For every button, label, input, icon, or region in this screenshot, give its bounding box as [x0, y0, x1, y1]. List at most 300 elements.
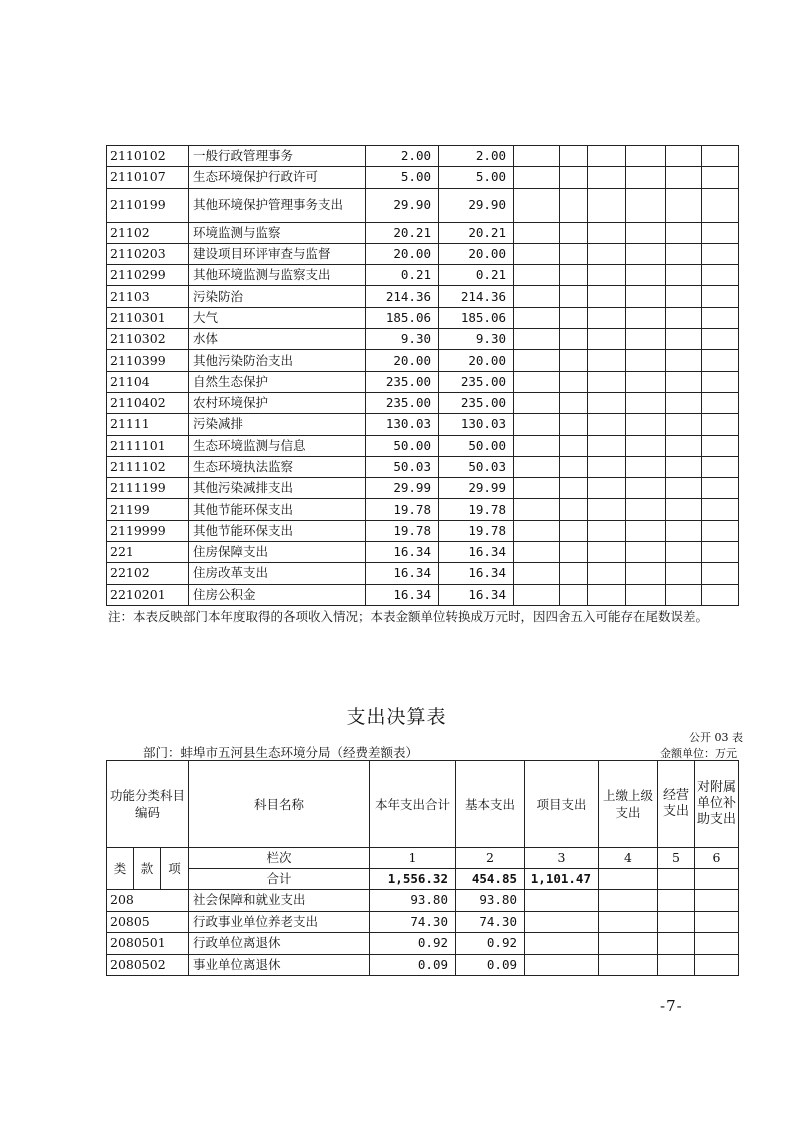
row-value-1: 235.00	[366, 392, 439, 413]
row-value-3	[514, 243, 560, 264]
row-name: 住房改革支出	[189, 563, 366, 584]
row-value-4	[560, 146, 588, 167]
header-total: 本年支出合计	[370, 761, 456, 848]
row-value-6	[626, 414, 666, 435]
label-kuan: 款	[134, 848, 161, 890]
row-value-1: 130.03	[366, 414, 439, 435]
table-row	[107, 954, 739, 976]
row-name: 农村环境保护	[189, 392, 366, 413]
table-row	[107, 307, 739, 328]
department-label: 部门：蚌埠市五河县生态环境分局（经费差额表）	[143, 745, 419, 760]
table-row	[107, 563, 739, 584]
row-code: 2111101	[107, 435, 189, 456]
row-value-8	[702, 222, 739, 243]
row-value-2: 9.30	[439, 329, 514, 350]
row-value-7	[666, 456, 702, 477]
row-value-2: 185.06	[439, 307, 514, 328]
row-value-4	[599, 933, 658, 955]
row-value-6	[626, 146, 666, 167]
row-value-1: 16.34	[366, 563, 439, 584]
table-row	[107, 933, 739, 955]
row-value-5	[588, 146, 626, 167]
row-value-3	[514, 188, 560, 222]
col-no-5: 5	[658, 848, 695, 869]
row-value-4	[560, 371, 588, 392]
row-value-7	[666, 478, 702, 499]
row-value-6	[626, 329, 666, 350]
row-name: 社会保障和就业支出	[189, 890, 370, 912]
row-value-8	[702, 542, 739, 563]
row-value-4	[560, 329, 588, 350]
row-value-6	[626, 371, 666, 392]
table-note: 注：本表反映部门本年度取得的各项收入情况；本表金额单位转换成万元时，因四舍五入可能存在尾数误差。	[108, 609, 709, 624]
row-value-8	[702, 307, 739, 328]
row-value-5	[588, 350, 626, 371]
table-row	[107, 146, 739, 167]
row-code: 2210201	[107, 584, 189, 605]
column-number-row	[107, 848, 739, 869]
table-row	[107, 584, 739, 605]
row-value-1: 0.92	[370, 933, 456, 955]
row-value-2: 214.36	[439, 286, 514, 307]
row-code: 2110299	[107, 265, 189, 286]
row-value-5	[588, 563, 626, 584]
table-row	[107, 371, 739, 392]
row-value-4	[560, 414, 588, 435]
row-value-1: 0.21	[366, 265, 439, 286]
row-value-6	[695, 954, 739, 976]
row-value-1: 16.34	[366, 542, 439, 563]
row-value-2: 29.90	[439, 188, 514, 222]
row-name: 生态环境执法监察	[189, 456, 366, 477]
row-code: 2110107	[107, 167, 189, 188]
row-value-2: 16.34	[439, 584, 514, 605]
row-code: 2110102	[107, 146, 189, 167]
row-value-5	[658, 954, 695, 976]
row-value-5	[588, 542, 626, 563]
row-value-8	[702, 520, 739, 541]
row-value-6	[626, 188, 666, 222]
row-value-2: 16.34	[439, 542, 514, 563]
row-code: 2110199	[107, 188, 189, 222]
header-row	[107, 761, 739, 848]
row-value-4	[560, 188, 588, 222]
row-value-8	[702, 392, 739, 413]
row-code: 2080502	[107, 954, 189, 976]
table-row	[107, 350, 739, 371]
table-row	[107, 542, 739, 563]
total-value-5	[658, 869, 695, 890]
row-value-4	[599, 911, 658, 933]
row-value-1: 214.36	[366, 286, 439, 307]
row-value-8	[702, 584, 739, 605]
row-value-6	[626, 392, 666, 413]
total-label: 合计	[189, 869, 370, 890]
row-value-3	[514, 499, 560, 520]
header-business: 经营支出	[658, 761, 695, 848]
row-value-3	[514, 478, 560, 499]
table-row	[107, 392, 739, 413]
row-name: 建设项目环评审查与监督	[189, 243, 366, 264]
row-code: 21111	[107, 414, 189, 435]
row-code: 2110301	[107, 307, 189, 328]
row-value-7	[666, 499, 702, 520]
row-value-6	[626, 243, 666, 264]
header-name: 科目名称	[189, 761, 370, 848]
table-row	[107, 499, 739, 520]
label-lei: 类	[107, 848, 134, 890]
row-value-6	[626, 542, 666, 563]
table-row	[107, 435, 739, 456]
row-value-8	[702, 456, 739, 477]
row-value-3	[514, 307, 560, 328]
row-value-6	[626, 307, 666, 328]
row-code: 20805	[107, 911, 189, 933]
row-value-2: 74.30	[456, 911, 525, 933]
header-basic: 基本支出	[456, 761, 525, 848]
row-value-6	[626, 456, 666, 477]
row-value-6	[695, 933, 739, 955]
row-value-8	[702, 371, 739, 392]
row-value-1: 19.78	[366, 499, 439, 520]
row-value-3	[514, 329, 560, 350]
row-name: 自然生态保护	[189, 371, 366, 392]
row-value-6	[626, 350, 666, 371]
row-value-2: 93.80	[456, 890, 525, 912]
table-row	[107, 286, 739, 307]
table-row	[107, 414, 739, 435]
row-value-8	[702, 146, 739, 167]
total-value-2: 454.85	[456, 869, 525, 890]
row-value-3	[525, 933, 599, 955]
row-value-6	[626, 499, 666, 520]
row-value-5	[588, 520, 626, 541]
row-value-4	[560, 265, 588, 286]
row-value-4	[560, 243, 588, 264]
row-name: 住房保障支出	[189, 542, 366, 563]
row-value-6	[695, 890, 739, 912]
row-value-6	[626, 563, 666, 584]
row-value-7	[666, 265, 702, 286]
row-value-3	[514, 520, 560, 541]
row-value-4	[560, 350, 588, 371]
row-value-3	[525, 911, 599, 933]
header-upper: 上缴上级支出	[599, 761, 658, 848]
row-value-2: 20.21	[439, 222, 514, 243]
row-value-2: 235.00	[439, 371, 514, 392]
row-code: 21199	[107, 499, 189, 520]
row-value-6	[626, 520, 666, 541]
row-value-3	[514, 563, 560, 584]
row-value-6	[626, 478, 666, 499]
row-value-7	[666, 584, 702, 605]
row-value-5	[588, 456, 626, 477]
row-value-2: 2.00	[439, 146, 514, 167]
row-value-4	[560, 584, 588, 605]
total-row	[107, 869, 739, 890]
row-value-8	[702, 265, 739, 286]
row-value-2: 50.00	[439, 435, 514, 456]
row-name: 水体	[189, 329, 366, 350]
row-value-4	[560, 478, 588, 499]
row-value-8	[702, 435, 739, 456]
row-value-8	[702, 563, 739, 584]
row-value-6	[626, 222, 666, 243]
row-value-7	[666, 329, 702, 350]
row-value-2: 50.03	[439, 456, 514, 477]
header-subsidy: 对附属单位补助支出	[695, 761, 739, 848]
col-no-2: 2	[456, 848, 525, 869]
row-value-7	[666, 392, 702, 413]
row-value-5	[588, 414, 626, 435]
table-row	[107, 329, 739, 350]
row-value-3	[514, 167, 560, 188]
table-row	[107, 890, 739, 912]
row-value-5	[588, 371, 626, 392]
page-title: 支出决算表	[346, 706, 447, 728]
row-value-3	[514, 584, 560, 605]
row-value-8	[702, 188, 739, 222]
row-name: 其他环境监测与监察支出	[189, 265, 366, 286]
row-value-3	[514, 146, 560, 167]
row-value-1: 93.80	[370, 890, 456, 912]
row-value-1: 0.09	[370, 954, 456, 976]
row-name: 污染减排	[189, 414, 366, 435]
row-value-6	[626, 584, 666, 605]
row-value-1: 16.34	[366, 584, 439, 605]
row-value-1: 29.99	[366, 478, 439, 499]
row-name: 其他污染防治支出	[189, 350, 366, 371]
row-name: 住房公积金	[189, 584, 366, 605]
row-value-1: 185.06	[366, 307, 439, 328]
row-value-4	[560, 167, 588, 188]
row-value-6	[626, 435, 666, 456]
row-value-7	[666, 350, 702, 371]
row-value-2: 0.92	[456, 933, 525, 955]
row-code: 21103	[107, 286, 189, 307]
row-name: 一般行政管理事务	[189, 146, 366, 167]
row-code: 2110203	[107, 243, 189, 264]
row-value-7	[666, 542, 702, 563]
row-value-7	[666, 146, 702, 167]
row-value-3	[514, 371, 560, 392]
expenditure-final-accounts-table	[106, 760, 739, 976]
row-code: 221	[107, 542, 189, 563]
row-name: 生态环境保护行政许可	[189, 167, 366, 188]
row-value-5	[588, 188, 626, 222]
header-project: 项目支出	[525, 761, 599, 848]
row-value-5	[588, 499, 626, 520]
row-value-7	[666, 307, 702, 328]
table-row	[107, 520, 739, 541]
label-xiang: 项	[161, 848, 189, 890]
row-value-6	[626, 286, 666, 307]
row-value-3	[514, 222, 560, 243]
table-row	[107, 478, 739, 499]
row-value-2: 235.00	[439, 392, 514, 413]
row-value-7	[666, 222, 702, 243]
row-code: 2110302	[107, 329, 189, 350]
row-value-1: 20.21	[366, 222, 439, 243]
row-value-2: 29.99	[439, 478, 514, 499]
row-name: 环境监测与监察	[189, 222, 366, 243]
total-value-1: 1,556.32	[370, 869, 456, 890]
table-row	[107, 188, 739, 222]
row-value-3	[514, 414, 560, 435]
row-code: 2119999	[107, 520, 189, 541]
row-value-1: 2.00	[366, 146, 439, 167]
row-code: 208	[107, 890, 189, 912]
form-number: 公开 03 表	[689, 731, 743, 744]
row-code: 2111102	[107, 456, 189, 477]
row-code: 2080501	[107, 933, 189, 955]
row-value-3	[514, 350, 560, 371]
row-value-3	[514, 435, 560, 456]
table-row	[107, 456, 739, 477]
row-value-7	[666, 371, 702, 392]
row-value-8	[702, 329, 739, 350]
table-row	[107, 265, 739, 286]
row-name: 行政事业单位养老支出	[189, 911, 370, 933]
row-value-3	[514, 265, 560, 286]
table-row	[107, 167, 739, 188]
row-value-7	[666, 414, 702, 435]
row-name: 其他环境保护管理事务支出	[189, 188, 366, 222]
row-value-5	[588, 435, 626, 456]
row-value-1: 9.30	[366, 329, 439, 350]
row-name: 行政单位离退休	[189, 933, 370, 955]
row-value-4	[560, 520, 588, 541]
row-name: 事业单位离退休	[189, 954, 370, 976]
row-value-1: 19.78	[366, 520, 439, 541]
row-value-8	[702, 478, 739, 499]
amount-unit-label: 金额单位：万元	[660, 747, 737, 760]
row-value-3	[525, 890, 599, 912]
row-value-5	[588, 584, 626, 605]
row-value-4	[560, 456, 588, 477]
row-value-7	[666, 286, 702, 307]
row-value-1: 5.00	[366, 167, 439, 188]
row-value-1: 50.00	[366, 435, 439, 456]
row-value-2: 20.00	[439, 243, 514, 264]
row-value-7	[666, 435, 702, 456]
row-value-7	[666, 167, 702, 188]
row-name: 污染防治	[189, 286, 366, 307]
row-value-4	[560, 435, 588, 456]
row-value-2: 16.34	[439, 563, 514, 584]
row-name: 生态环境监测与信息	[189, 435, 366, 456]
row-code: 2110399	[107, 350, 189, 371]
row-value-4	[560, 563, 588, 584]
row-value-8	[702, 414, 739, 435]
row-value-6	[626, 265, 666, 286]
row-value-4	[560, 222, 588, 243]
row-name: 其他节能环保支出	[189, 520, 366, 541]
row-value-2: 130.03	[439, 414, 514, 435]
row-value-5	[588, 307, 626, 328]
row-value-5	[588, 167, 626, 188]
row-value-8	[702, 350, 739, 371]
row-value-5	[588, 243, 626, 264]
row-value-4	[560, 542, 588, 563]
row-value-1: 29.90	[366, 188, 439, 222]
row-value-5	[588, 286, 626, 307]
row-value-1: 74.30	[370, 911, 456, 933]
row-value-3	[514, 542, 560, 563]
row-value-8	[702, 499, 739, 520]
header-code: 功能分类科目编码	[107, 761, 189, 848]
expense-detail-table-continued	[106, 145, 739, 606]
row-value-7	[666, 520, 702, 541]
col-no-4: 4	[599, 848, 658, 869]
row-value-6	[695, 911, 739, 933]
row-value-4	[599, 890, 658, 912]
row-value-5	[658, 890, 695, 912]
row-value-4	[560, 286, 588, 307]
row-value-4	[599, 954, 658, 976]
total-value-6	[695, 869, 739, 890]
row-value-4	[560, 392, 588, 413]
row-value-8	[702, 286, 739, 307]
total-value-4	[599, 869, 658, 890]
row-value-8	[702, 167, 739, 188]
row-value-5	[588, 392, 626, 413]
row-value-6	[626, 167, 666, 188]
row-name: 大气	[189, 307, 366, 328]
col-no-1: 1	[370, 848, 456, 869]
table-row	[107, 243, 739, 264]
row-code: 21104	[107, 371, 189, 392]
row-value-7	[666, 243, 702, 264]
row-value-2: 0.21	[439, 265, 514, 286]
row-value-2: 0.09	[456, 954, 525, 976]
page-number: -7-	[660, 997, 683, 1015]
row-value-4	[560, 307, 588, 328]
row-value-1: 20.00	[366, 350, 439, 371]
row-value-5	[588, 222, 626, 243]
row-value-1: 50.03	[366, 456, 439, 477]
row-value-3	[514, 456, 560, 477]
row-value-2: 19.78	[439, 520, 514, 541]
row-code: 21102	[107, 222, 189, 243]
total-value-3: 1,101.47	[525, 869, 599, 890]
row-value-7	[666, 563, 702, 584]
row-code: 22102	[107, 563, 189, 584]
row-value-2: 19.78	[439, 499, 514, 520]
row-value-3	[514, 392, 560, 413]
row-name: 其他污染减排支出	[189, 478, 366, 499]
row-value-5	[658, 933, 695, 955]
row-value-4	[560, 499, 588, 520]
col-no-6: 6	[695, 848, 739, 869]
row-value-1: 235.00	[366, 371, 439, 392]
row-value-2: 20.00	[439, 350, 514, 371]
row-value-7	[666, 188, 702, 222]
row-value-5	[588, 478, 626, 499]
row-value-8	[702, 243, 739, 264]
row-code: 2111199	[107, 478, 189, 499]
row-value-5	[658, 911, 695, 933]
row-code: 2110402	[107, 392, 189, 413]
row-value-3	[514, 286, 560, 307]
col-no-3: 3	[525, 848, 599, 869]
row-name: 其他节能环保支出	[189, 499, 366, 520]
row-value-5	[588, 329, 626, 350]
row-value-5	[588, 265, 626, 286]
row-value-3	[525, 954, 599, 976]
table-row	[107, 222, 739, 243]
label-lanci: 栏次	[189, 848, 370, 869]
